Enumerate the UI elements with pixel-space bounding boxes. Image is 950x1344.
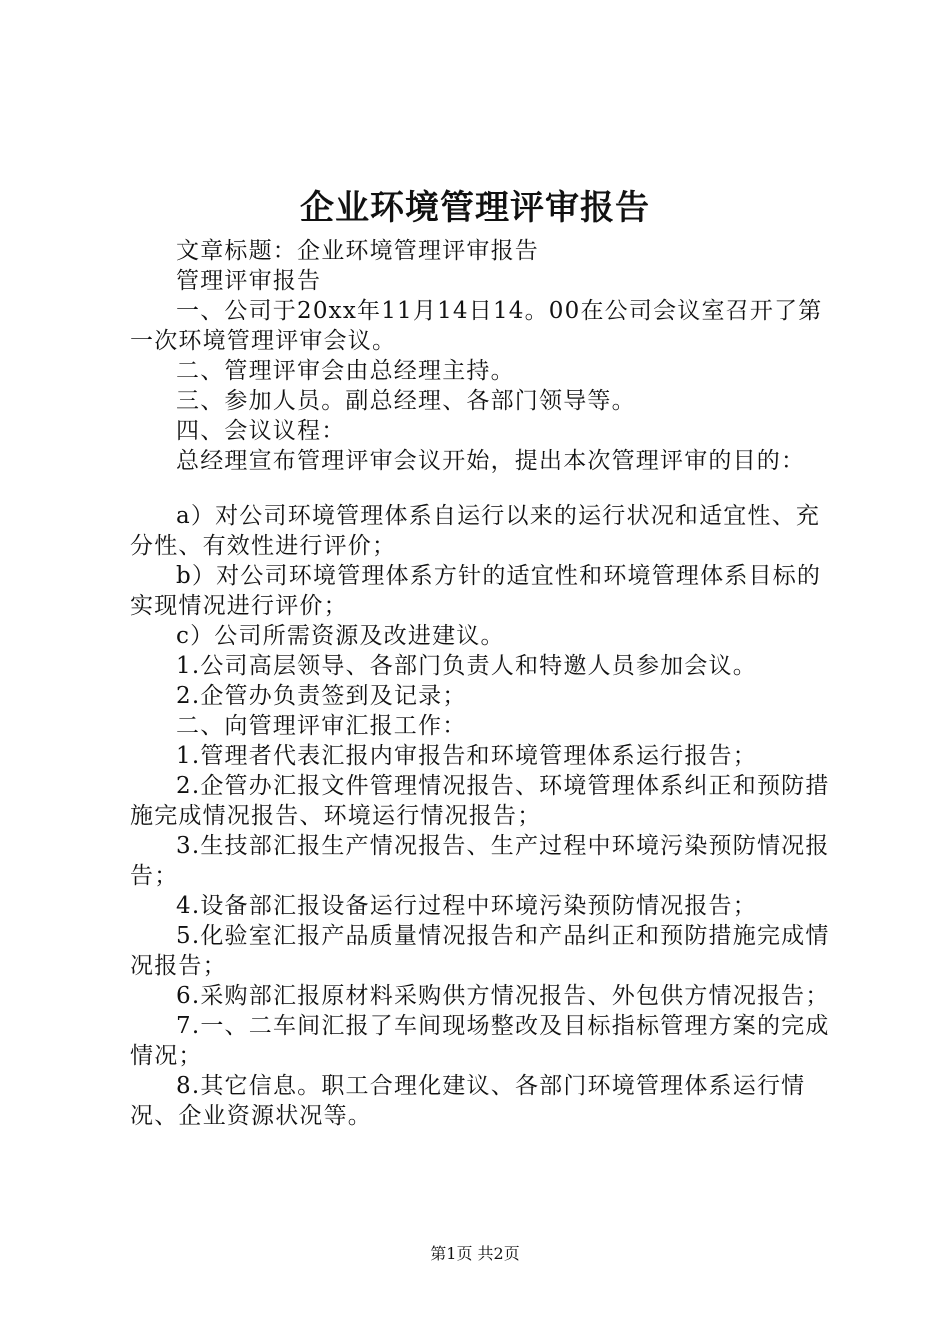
- paragraph-report-5: 5.化验室汇报产品质量情况报告和产品纠正和预防措施完成情况报告；: [130, 923, 830, 979]
- paragraph-article-title: 文章标题：企业环境管理评审报告: [176, 238, 539, 264]
- paragraph-report-work: 二、向管理评审汇报工作：: [176, 713, 467, 739]
- paragraph-report-8: 8.其它信息。职工合理化建议、各部门环境管理体系运行情况、企业资源状况等。: [130, 1073, 806, 1129]
- paragraph-report-2: 2.企管办汇报文件管理情况报告、环境管理体系纠正和预防措施完成情况报告、环境运行情况报告；: [130, 773, 830, 829]
- paragraph-report-7: 7.一、二车间汇报了车间现场整改及目标指标管理方案的完成情况；: [130, 1013, 830, 1069]
- page-footer: 第1页 共2页: [430, 1244, 520, 1263]
- paragraph-report-6: 6.采购部汇报原材料采购供方情况报告、外包供方情况报告；: [176, 983, 830, 1009]
- paragraph-step-1: 1.公司高层领导、各部门负责人和特邀人员参加会议。: [176, 653, 757, 679]
- blank-line: [130, 476, 830, 501]
- paragraph-agenda: 四、会议议程：: [176, 418, 346, 444]
- paragraph-report-3: 3.生技部汇报生产情况报告、生产过程中环境污染预防情况报告；: [130, 833, 830, 889]
- paragraph-chair: 二、管理评审会由总经理主持。: [176, 358, 515, 384]
- paragraph-attendees: 三、参加人员。副总经理、各部门领导等。: [176, 388, 636, 414]
- paragraph-meeting-time: 一、公司于20xx年11月14日14。00在公司会议室召开了第一次环境管理评审会议。: [130, 298, 823, 354]
- paragraph-item-c: c）公司所需资源及改进建议。: [176, 623, 505, 649]
- document-body: [130, 236, 830, 1131]
- paragraph-report-heading: 管理评审报告: [176, 268, 322, 294]
- paragraph-purpose: 总经理宣布管理评审会议开始，提出本次管理评审的目的：: [176, 448, 806, 474]
- document-title: 企业环境管理评审报告: [300, 188, 650, 228]
- paragraph-item-a: a）对公司环境管理体系自运行以来的运行状况和适宜性、充分性、有效性进行评价；: [130, 503, 821, 559]
- paragraph-item-b: b）对公司环境管理体系方针的适宜性和环境管理体系目标的实现情况进行评价；: [130, 563, 822, 619]
- paragraph-report-1: 1.管理者代表汇报内审报告和环境管理体系运行报告；: [176, 743, 757, 769]
- paragraph-report-4: 4.设备部汇报设备运行过程中环境污染预防情况报告；: [176, 893, 757, 919]
- paragraph-step-2: 2.企管办负责签到及记录；: [176, 683, 467, 709]
